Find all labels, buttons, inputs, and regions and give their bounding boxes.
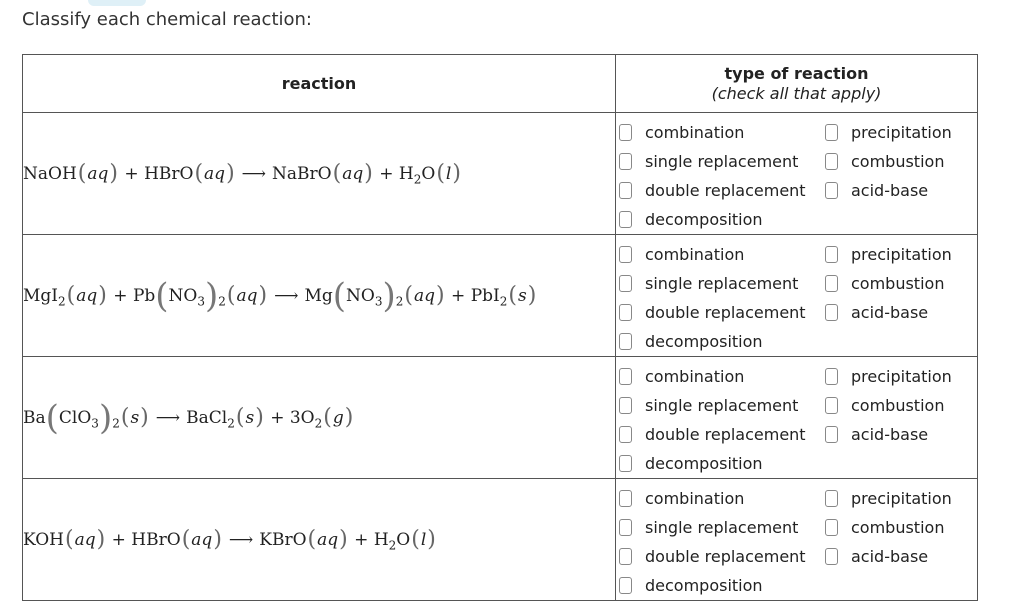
option-single-replacement-4[interactable]: single replacement xyxy=(616,513,822,542)
checkbox[interactable] xyxy=(825,304,838,321)
option-combination-4[interactable]: combination xyxy=(616,484,822,513)
option-acid-base-1[interactable]: acid-base xyxy=(822,176,972,205)
reaction-row-1 xyxy=(23,113,978,235)
checkbox[interactable] xyxy=(619,333,632,350)
option-double-replacement-2[interactable]: double replacement xyxy=(616,298,822,327)
option-combustion-2[interactable]: combustion xyxy=(822,269,972,298)
checkbox[interactable] xyxy=(825,548,838,565)
option-decomposition-2[interactable]: decomposition xyxy=(616,327,822,356)
checkbox[interactable] xyxy=(619,368,632,385)
options-cell-4 xyxy=(616,479,978,601)
checkbox[interactable] xyxy=(619,124,632,141)
reaction-row-2 xyxy=(23,235,978,357)
options-cell-1 xyxy=(616,113,978,235)
checkbox[interactable] xyxy=(619,153,632,170)
checkbox[interactable] xyxy=(619,548,632,565)
options-cell-3 xyxy=(616,357,978,479)
checkbox[interactable] xyxy=(825,246,838,263)
option-double-replacement-4[interactable]: double replacement xyxy=(616,542,822,571)
reaction-row-3 xyxy=(23,357,978,479)
option-acid-base-2[interactable]: acid-base xyxy=(822,298,972,327)
option-combination-1[interactable]: combination xyxy=(616,118,822,147)
option-combustion-1[interactable]: combustion xyxy=(822,147,972,176)
reaction-equation-2: $MgI_2(aq) + Pb(NO_3)_2(aq)$ ⟶ $Mg(NO_3)_2(aq) + PbI_2(s)$ xyxy=(23,235,616,357)
reaction-equation-1: NaOH(aq) + HBrO(aq) ⟶ NaBrO(aq) + $H_2O(l)$ xyxy=(23,113,616,235)
checkbox[interactable] xyxy=(619,397,632,414)
option-decomposition-1[interactable]: decomposition xyxy=(616,205,822,234)
reaction-column-header: reaction xyxy=(23,55,616,113)
reaction-equation-3: $Ba(ClO_3)_2(s)$ ⟶ BaCl$_2$(s) + $3O_2(g)$ xyxy=(23,357,616,479)
classification-table xyxy=(22,54,978,601)
checkbox[interactable] xyxy=(825,397,838,414)
checkbox[interactable] xyxy=(825,368,838,385)
reaction-equation-4: KOH(aq) + HBrO(aq) ⟶ KBrO(aq) + $H_2O(l)$ xyxy=(23,479,616,601)
option-precipitation-4[interactable]: precipitation xyxy=(822,484,972,513)
option-precipitation-2[interactable]: precipitation xyxy=(822,240,972,269)
option-single-replacement-1[interactable]: single replacement xyxy=(616,147,822,176)
option-decomposition-4[interactable]: decomposition xyxy=(616,571,822,600)
checkbox[interactable] xyxy=(619,304,632,321)
option-combination-2[interactable]: combination xyxy=(616,240,822,269)
type-header-title: type of reaction xyxy=(724,63,869,83)
option-combination-3[interactable]: combination xyxy=(616,362,822,391)
option-acid-base-4[interactable]: acid-base xyxy=(822,542,972,571)
checkbox[interactable] xyxy=(619,426,632,443)
options-cell-2 xyxy=(616,235,978,357)
checkbox[interactable] xyxy=(619,246,632,263)
checkbox[interactable] xyxy=(619,211,632,228)
type-header-subtitle: (check all that apply) xyxy=(711,83,882,103)
checkbox[interactable] xyxy=(825,275,838,292)
option-double-replacement-1[interactable]: double replacement xyxy=(616,176,822,205)
top-tab-stub xyxy=(88,0,146,6)
checkbox[interactable] xyxy=(619,490,632,507)
option-precipitation-3[interactable]: precipitation xyxy=(822,362,972,391)
checkbox[interactable] xyxy=(825,519,838,536)
checkbox[interactable] xyxy=(825,426,838,443)
checkbox[interactable] xyxy=(619,519,632,536)
option-combustion-3[interactable]: combustion xyxy=(822,391,972,420)
option-combustion-4[interactable]: combustion xyxy=(822,513,972,542)
reaction-row-4 xyxy=(23,479,978,601)
type-column-header xyxy=(616,55,978,113)
checkbox[interactable] xyxy=(619,275,632,292)
checkbox[interactable] xyxy=(825,153,838,170)
question-prompt: Classify each chemical reaction: xyxy=(22,9,312,30)
checkbox[interactable] xyxy=(825,124,838,141)
option-decomposition-3[interactable]: decomposition xyxy=(616,449,822,478)
checkbox[interactable] xyxy=(619,455,632,472)
option-single-replacement-2[interactable]: single replacement xyxy=(616,269,822,298)
checkbox[interactable] xyxy=(825,490,838,507)
checkbox[interactable] xyxy=(619,577,632,594)
option-precipitation-1[interactable]: precipitation xyxy=(822,118,972,147)
option-double-replacement-3[interactable]: double replacement xyxy=(616,420,822,449)
option-single-replacement-3[interactable]: single replacement xyxy=(616,391,822,420)
option-acid-base-3[interactable]: acid-base xyxy=(822,420,972,449)
checkbox[interactable] xyxy=(825,182,838,199)
checkbox[interactable] xyxy=(619,182,632,199)
